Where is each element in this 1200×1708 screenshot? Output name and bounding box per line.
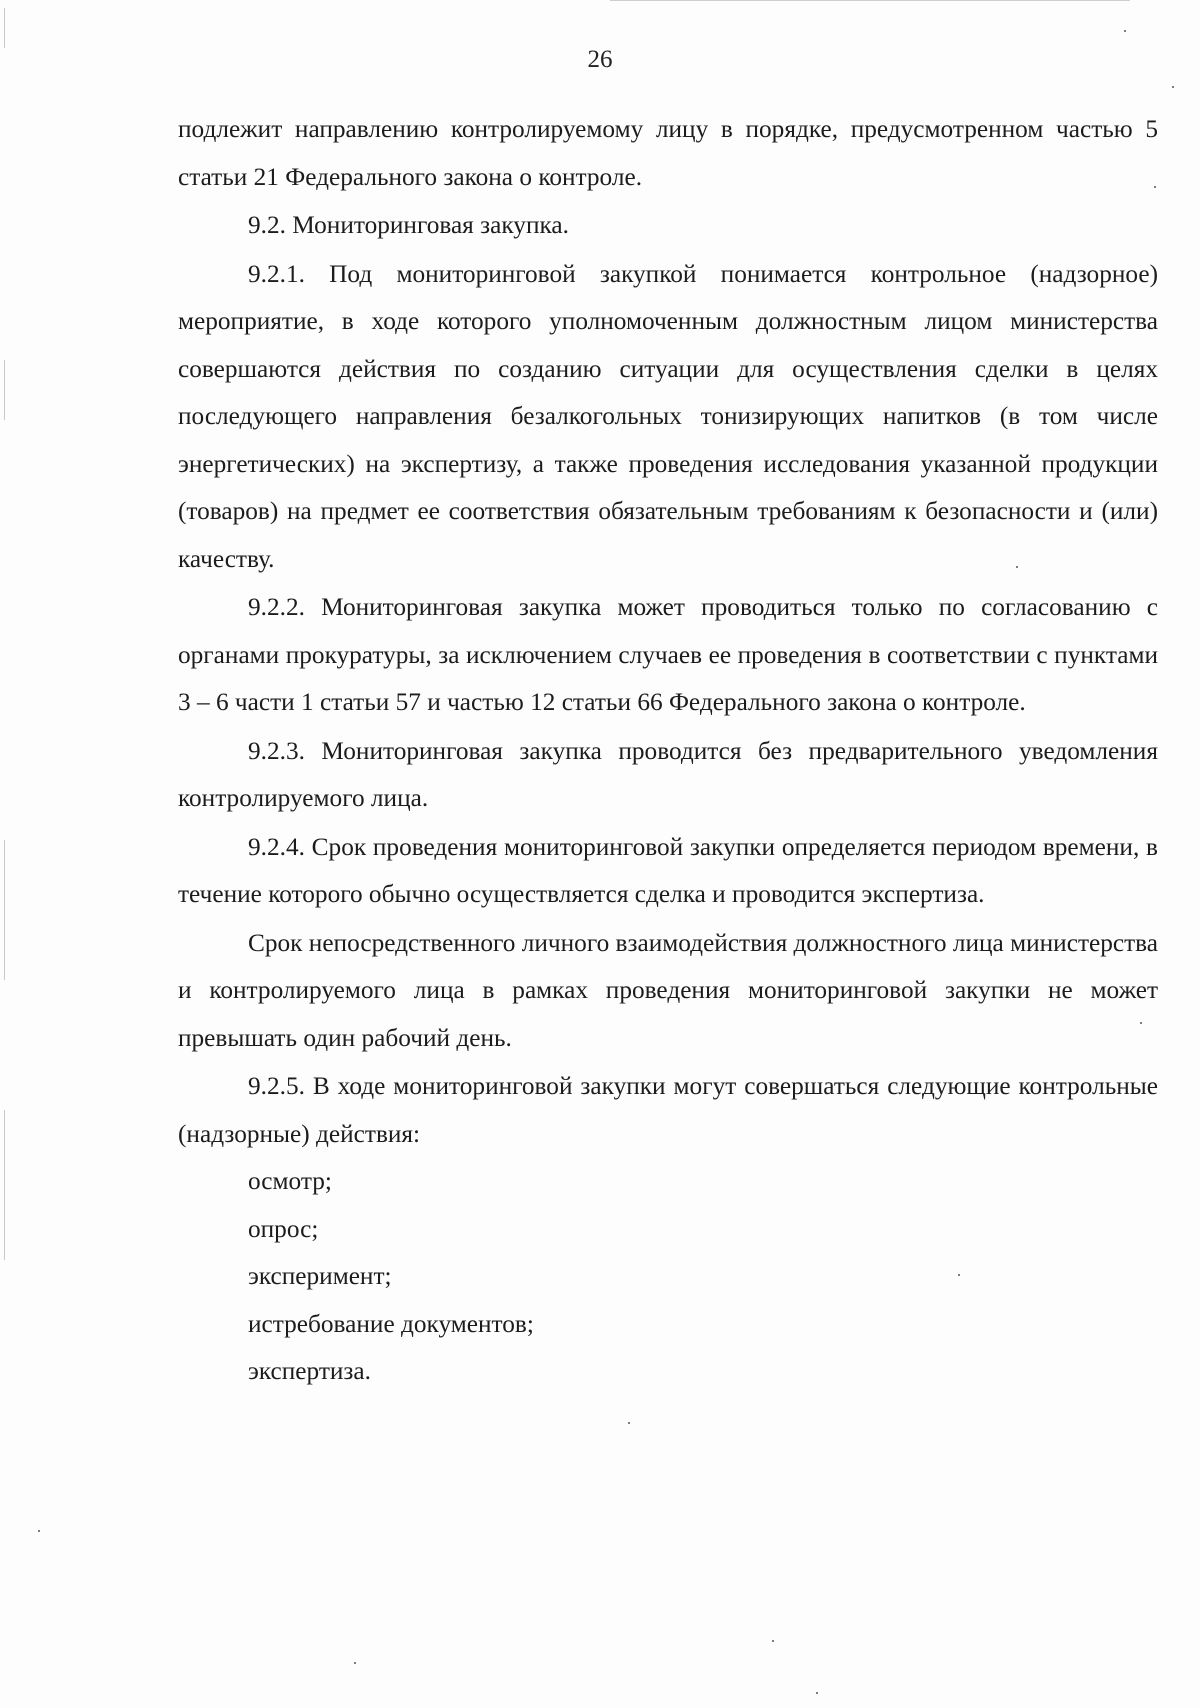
list-item: истребование документов;: [248, 1309, 534, 1338]
scan-edge-line: [4, 840, 5, 980]
scan-speck: [38, 1530, 40, 1532]
paragraph: 9.2.5. В ходе мониторинговой закупки могут совершаться следующие контрольные (надзорные) действия:: [178, 1072, 1158, 1148]
scan-speck: [354, 1662, 356, 1664]
list-item: экспертиза.: [248, 1357, 371, 1385]
list-item: осмотр;: [248, 1167, 332, 1195]
list-item: опрос;: [248, 1214, 319, 1243]
scan-speck: [1124, 30, 1126, 32]
paragraph: 9.2.4. Срок проведения мониторинговой закупки определяется периодом времени, в течение которого обычно осуществляется сделка и проводится экспертиза.: [178, 832, 1158, 908]
paragraph: Срок непосредственного личного взаимодействия должностного лица министерства и контролируемого лица в рамках проведения мониторинговой закупки не может превышать один рабочий день.: [178, 928, 1158, 1052]
scan-speck: [628, 1422, 630, 1424]
scan-edge-line: [4, 1110, 5, 1260]
scan-edge-line: [4, 360, 5, 420]
scan-speck: [772, 1640, 774, 1642]
page-number: 26: [587, 46, 613, 73]
list-item: эксперимент;: [248, 1262, 392, 1290]
section-heading: 9.2. Мониторинговая закупка.: [248, 211, 569, 239]
scan-top-rule: [610, 0, 1130, 1]
paragraph: подлежит направлению контролируемому лицу в порядке, предусмотренном частью 5 статьи 21 Федерального закона о контроле.: [178, 115, 1158, 191]
scan-speck: [816, 1692, 818, 1694]
paragraph: 9.2.1. Под мониторинговой закупкой понимается контрольное (надзорное) мероприятие, в ходе которого уполномоченным должностным лицом министерства совершаются действия по созданию ситуации для осуществления сделки в целях последующего направления безалкогольных тонизирующих напитков (в том числе энергетических) на экспертизу, а также проведения исследования указанной продукции (товаров) на предмет ее соответствия обязательным требованиям к безопасности и (или) качеству.: [178, 259, 1158, 573]
document-body: [178, 106, 1158, 1396]
paragraph: 9.2.3. Мониторинговая закупка проводится без предварительного уведомления контролируемого лица.: [178, 736, 1158, 812]
scan-speck: [1172, 86, 1174, 88]
paragraph: 9.2.2. Мониторинговая закупка может проводиться только по согласованию с органами прокуратуры, за исключением случаев ее проведения в соответствии с пунктами 3 – 6 части 1 статьи 57 и частью 12 статьи 66 Федерального закона о контроле.: [178, 593, 1158, 716]
scan-edge-line: [4, 8, 5, 48]
